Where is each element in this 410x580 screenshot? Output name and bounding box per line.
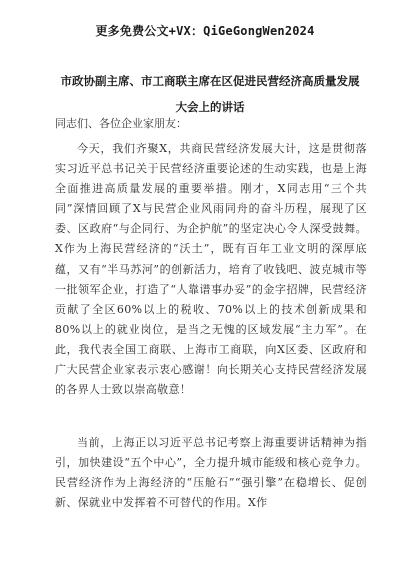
- body-paragraph-1: 今天，我们齐聚X，共商民营经济发展大计，这是贯彻落实习近平总书记关于民营经济重要论述的生动实践，也是上海全面推进高质量发展的重要举措。刚才，X同志用“三个共同”深情回顾了X与民营企业风雨同舟的奋斗历程，展现了区委、区政府“与企同行、为企护航”的坚定决心令人深受鼓舞。X作为上海民营经济的“沃土”，既有百年工业文明的深厚底蕴，又有“半马苏河”的创新活力，培育了收钱吧、波克城市等一批领军企业，打造了“人靠谱事办妥”的金字招牌，民营经济贡献了全区60%以上的税收、70%以上的技术创新成果和80%以上的就业岗位，是当之无愧的区域发展“主力军”。在此，我代表全国工商联、上海市工商联，向X区委、区政府和广大民营企业家表示衷心感谢！向长期关心支持民营经济发展的各界人士致以崇高敬意！: [55, 142, 367, 397]
- speech-title: 市政协副主席、市工商联主席在区促进民营经济高质量发展大会上的讲话: [60, 74, 360, 114]
- promo-banner: 更多免费公文+VX：QiGeGongWen2024: [95, 24, 315, 38]
- body-paragraph-2: 当前，上海正以习近平总书记考察上海重要讲话精神为指引，加快建设“五个中心”，全力提升城市能级和核心竞争力。民营经济作为上海经济的“压舱石”“强引擎”在稳增长、促创新、保就业中发挥着不可替代的作用。X作: [55, 436, 367, 510]
- salutation: 同志们、各位企业家朋友：: [55, 117, 187, 130]
